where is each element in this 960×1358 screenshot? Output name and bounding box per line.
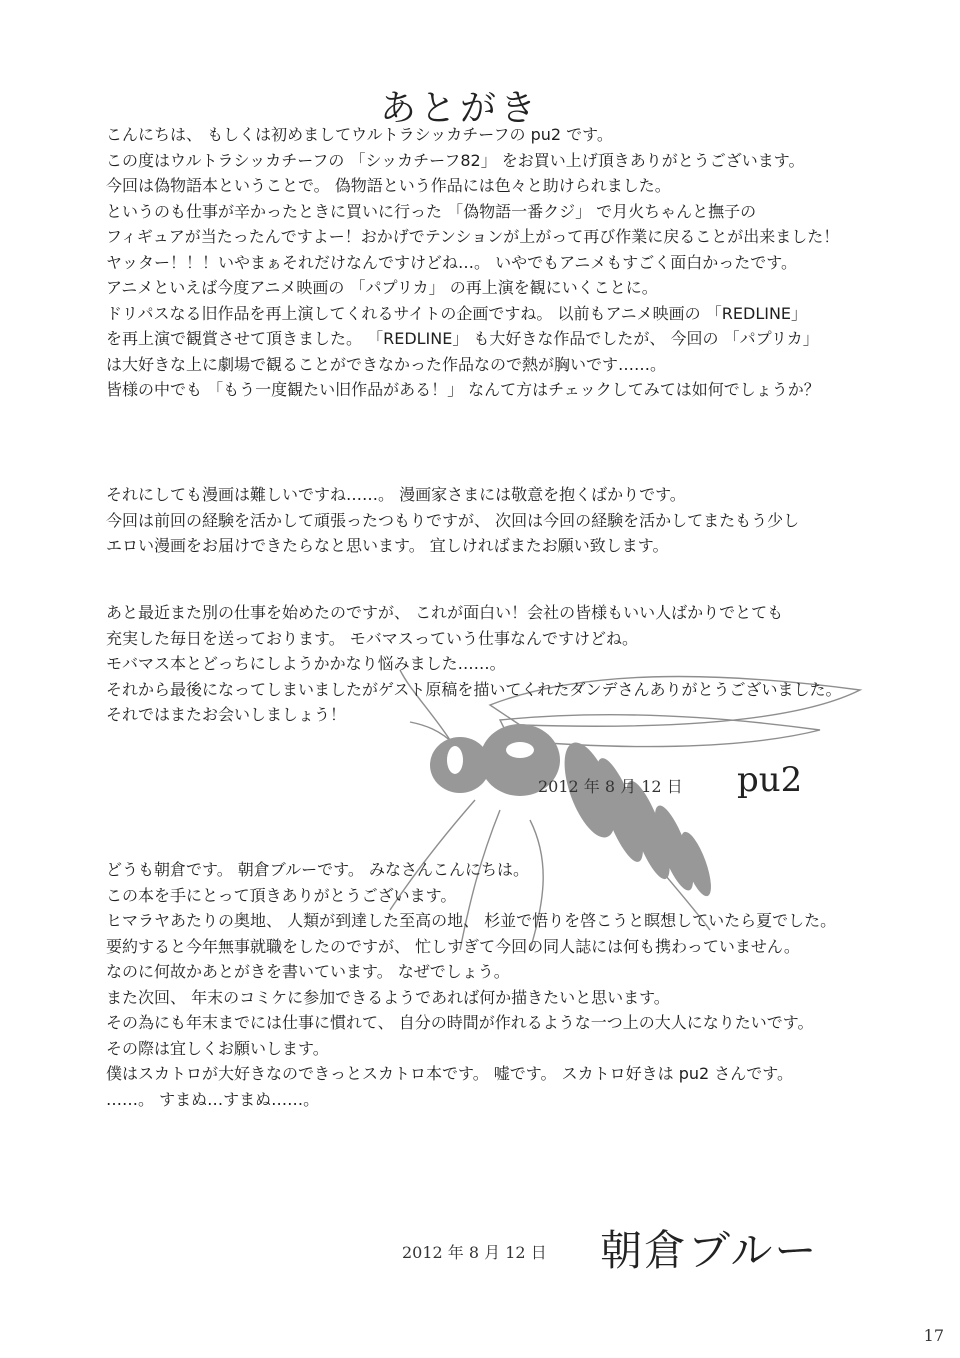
text-line: ……。 すまぬ…すまぬ……。 bbox=[106, 1089, 320, 1109]
text-line: それにしても漫画は難しいですね……。 漫画家さまには敬意を抱くばかりです。 bbox=[106, 485, 686, 504]
text-line: というのも仕事が辛かったときに買いに行った 「偽物語一番クジ」 で月火ちゃんと撫子の bbox=[106, 201, 757, 221]
afterword-section-manga bbox=[106, 482, 866, 559]
text-line: 今回は偽物語本ということで。 偽物語という作品には色々と助けられました。 bbox=[106, 176, 671, 195]
text-line: 今回は前回の経験を活かして頑張ったつもりですが、 次回は今回の経験を活かしてまたもう少し bbox=[106, 510, 800, 530]
text-line: 要約すると今年無事就職をしたのですが、 忙しすぎて今回の同人誌には何も携わっていません。 bbox=[106, 936, 800, 956]
page-title: あとがき bbox=[379, 88, 540, 130]
text-line: どうも朝倉です。 朝倉ブルーです。 みなさんこんにちは。 bbox=[106, 860, 529, 879]
text-line: この本を手にとって頂きありがとうございます。 bbox=[106, 885, 457, 905]
afterword-section-pu2-intro bbox=[106, 122, 866, 403]
text-line: は大好きな上に劇場で観ることができなかった作品なので熱が胸いです……。 bbox=[106, 354, 667, 374]
text-line: この度はウルトラシッカチーフの 「シッカチーフ82」 をお買い上げ頂きありがとうございます。 bbox=[106, 150, 805, 170]
afterword-section-asakura bbox=[106, 857, 866, 1112]
text-line: あと最近また別の仕事を始めたのですが、 これが面白い！会社の皆様もいい人ばかりでとても bbox=[106, 603, 784, 622]
text-line: フィギュアが当たったんですよー！おかげでテンションが上がって再び作業に戻ることが出来ました！ bbox=[106, 227, 840, 246]
text-line: その為にも年末までには仕事に慣れて、 自分の時間が作れるような一つ上の大人になりたいです。 bbox=[106, 1013, 814, 1032]
text-line: モバマス本とどっちにしようかかなり悩みました……。 bbox=[106, 654, 506, 673]
text-line: ドリパスなる旧作品を再上演してくれるサイトの企画ですね。 以前もアニメ映画の 「REDLINE」 bbox=[106, 303, 808, 323]
text-line: を再上演で観賞させて頂きました。 「REDLINE」 も大好きな作品でしたが、 今回の 「パプリカ」 bbox=[106, 329, 819, 348]
afterword-section-new-job bbox=[106, 600, 866, 728]
text-line: また次回、 年末のコミケに参加できるようであれば何か描きたいと思います。 bbox=[106, 987, 670, 1007]
text-line: なのに何故かあとがきを書いています。 なぜでしょう。 bbox=[106, 962, 510, 981]
text-line: エロい漫画をお届けできたらなと思います。 宜しければまたお願い致します。 bbox=[106, 536, 669, 555]
signature-name: 朝倉ブルー bbox=[600, 1226, 819, 1275]
text-line: 充実した毎日を送っております。 モバマスっていう仕事なんですけどね。 bbox=[106, 628, 638, 648]
text-line: 僕はスカトロが大好きなのできっとスカトロ本です。 嘘です。 スカトロ好きは pu2 さんです。 bbox=[106, 1064, 793, 1083]
text-line: その際は宜しくお願いします。 bbox=[106, 1038, 329, 1058]
text-line: ヤッター！！！いやまぁそれだけなんですけどね…。 いやでもアニメもすごく面白かったです。 bbox=[106, 252, 798, 272]
text-line: それから最後になってしまいましたがゲスト原稿を描いてくれたダンデさんありがとうございました。 bbox=[106, 679, 842, 699]
text-line: それではまたお会いしましょう！ bbox=[106, 705, 347, 724]
text-line: アニメといえば今度アニメ映画の 「パプリカ」 の再上演を観にいくことに。 bbox=[106, 278, 658, 297]
text-line: 皆様の中でも 「もう一度観たい旧作品がある！」 なんて方はチェックしてみては如何でしょうか？ bbox=[106, 380, 820, 399]
signature-name: pu2 bbox=[737, 760, 803, 800]
text-line: こんにちは、 もしくは初めましてウルトラシッカチーフの pu2 です。 bbox=[106, 125, 613, 144]
signature-date: 2012 年 8 月 12 日 bbox=[538, 777, 683, 796]
text-line: ヒマラヤあたりの奥地、 人類が到達した至高の地、 杉並で悟りを啓こうと瞑想していたら夏でした。 bbox=[106, 911, 837, 930]
page-number: 17 bbox=[923, 1326, 944, 1345]
signature-date: 2012 年 8 月 12 日 bbox=[402, 1243, 547, 1262]
